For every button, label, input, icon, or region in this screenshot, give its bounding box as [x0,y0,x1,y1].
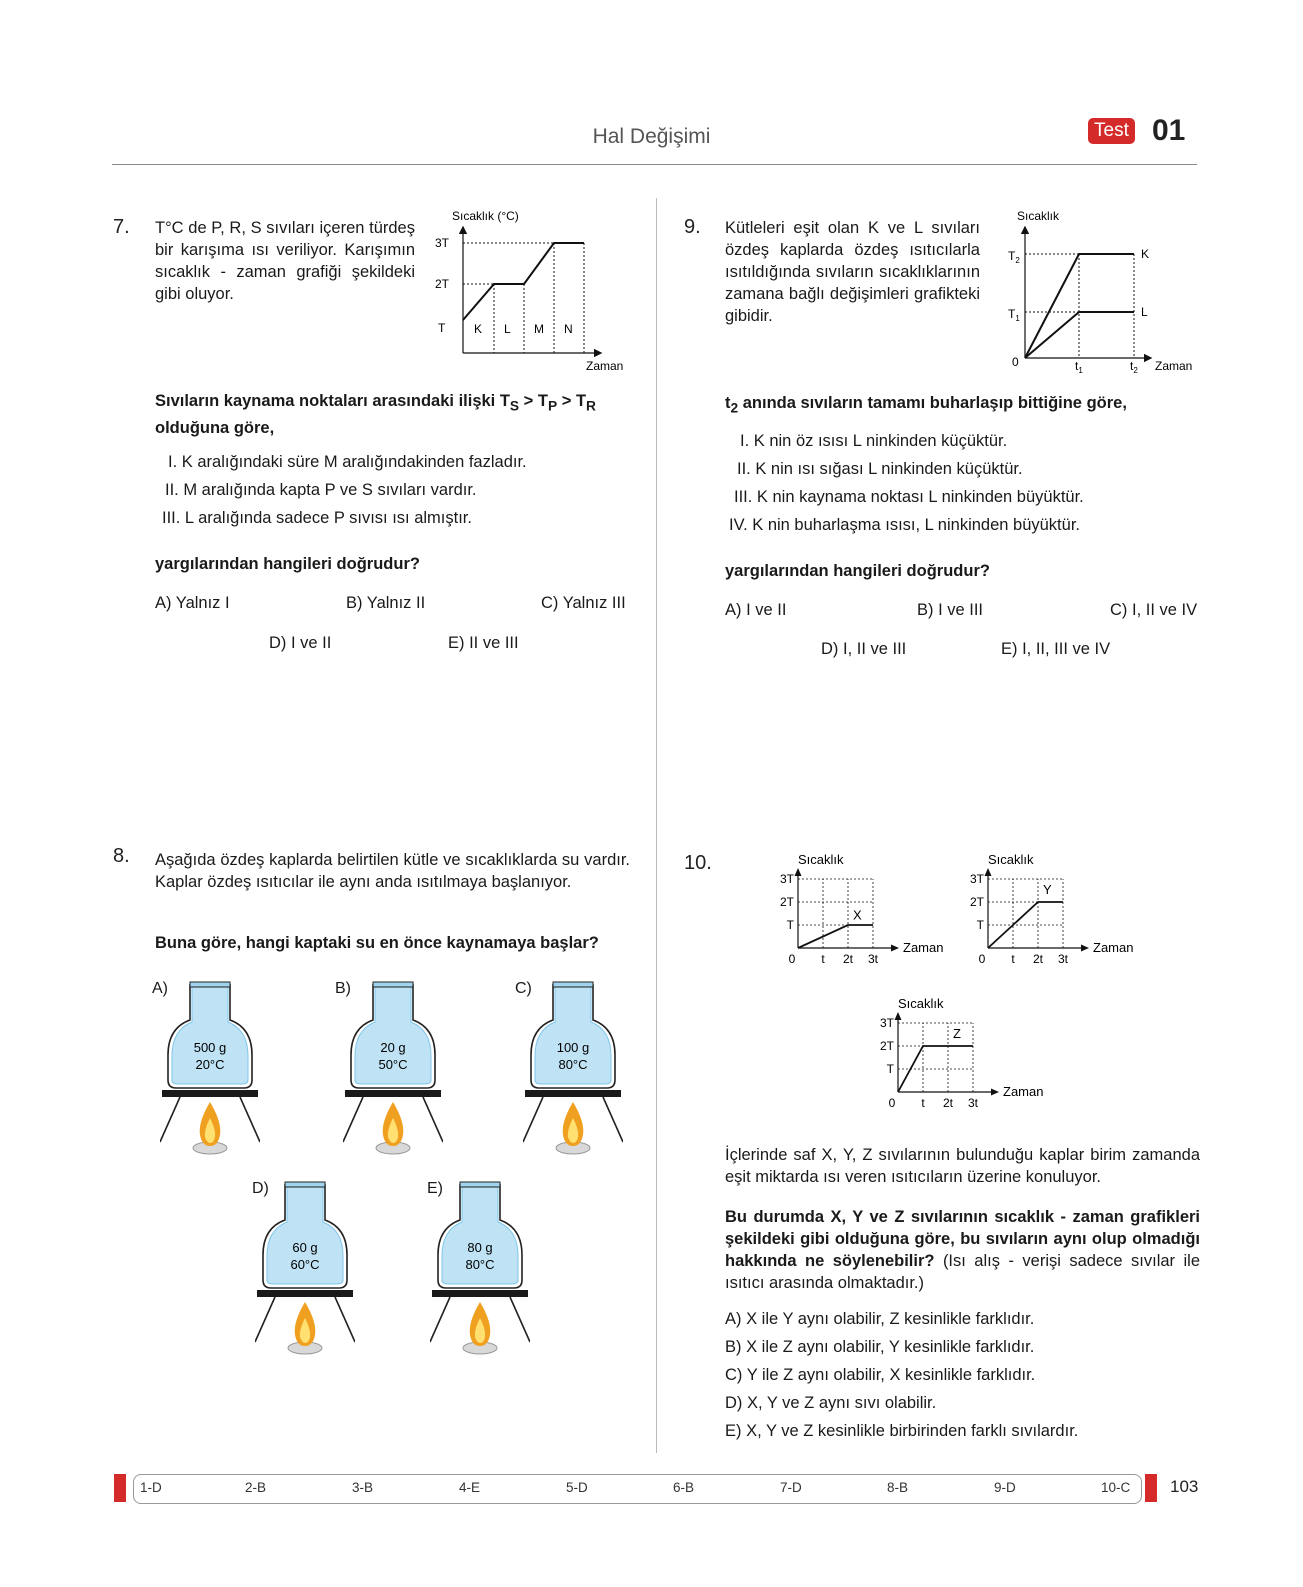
answer-6: 6-B [673,1480,695,1495]
flask-mass: 60 g [292,1240,318,1255]
q8-flask-e-label: E) [427,1180,443,1197]
q10-number: 10. [684,852,712,874]
tripod-leg-left [523,1097,543,1142]
q9-item-3: III. K nin kaynama noktası L ninkinden büyüktür. [734,488,1084,506]
answer-5: 5-D [566,1480,588,1495]
tripod-top [525,1090,621,1097]
q10-curve-label: Z [953,1025,961,1041]
q9-number: 9. [684,216,701,238]
answer-7: 7-D [780,1480,802,1495]
q10-ytick: 3T [969,872,984,886]
answer-10: 10-C [1101,1480,1131,1495]
q10-curve-label: Y [1043,881,1052,897]
q10-xtick: 0 [788,952,796,966]
flask-rim [373,982,413,987]
q10-ylabel: Sıcaklık [798,852,844,867]
q9-item-4: IV. K nin buharlaşma ısısı, L ninkinden büyüktür. [729,516,1080,534]
q10-option-e[interactable]: E) X, Y ve Z kesinlikle birbirinden farklı sıvılardır. [725,1422,1079,1440]
q10-ytick: T [886,1062,894,1076]
tripod-leg-left [343,1097,363,1142]
q10-x-arrow [991,1089,999,1096]
q10-curve-label: X [853,907,862,923]
q9-item-1: I. K nin öz ısısı L ninkinden küçüktür. [740,432,1008,450]
q10-xlabel: Zaman [1003,1084,1044,1099]
footer-right-marker [1145,1474,1157,1502]
q9-option-e[interactable]: E) I, II, III ve IV [1001,640,1111,658]
q10-xtick: t [921,1096,925,1110]
q7-option-a[interactable]: A) Yalnız I [155,594,230,612]
q10-xlabel: Zaman [1093,940,1134,955]
q10-xtick: 2t [1032,952,1044,966]
q10-intro: İçlerinde saf X, Y, Z sıvılarının bulunduğu kaplar birim zamanda eşit miktarda ısı veren ısıtıcıların üzerine konuluyor. [725,1146,1200,1186]
q7-item-3: III. L aralığında sadece P sıvısı ısı almıştır. [162,509,472,527]
q8-number: 8. [113,845,130,867]
q9-line-l-label: L [1141,305,1148,319]
q8-flask-a[interactable] [160,980,260,1160]
q8-flask-e[interactable] [430,1180,530,1360]
q9-xtick-t1: $t_1$ [1075,359,1083,375]
q10-xtick: 2t [942,1096,954,1110]
flask-mass: 80 g [467,1240,493,1255]
flask-mass: 100 g [556,1040,590,1055]
q10-y-arrow [985,868,992,876]
flask-mass: 500 g [193,1040,227,1055]
flask-temp: 20°C [195,1057,225,1072]
q9-option-d[interactable]: D) I, II ve III [821,640,907,658]
q7-option-c[interactable]: C) Yalnız III [541,594,626,612]
q7-graph [430,208,635,373]
q8-flask-b[interactable] [343,980,443,1160]
q10-x-arrow [1081,945,1089,952]
q9-condition: $t_2$ anında sıvıların tamamı buharlaşıp bittiğine göre, [725,394,1127,416]
test-badge: Test [1088,118,1135,144]
tripod-top [432,1290,528,1297]
q7-option-d[interactable]: D) I ve II [269,634,332,652]
flask-rim [285,1182,325,1187]
q9-option-c[interactable]: C) I, II ve IV [1110,601,1198,619]
flask-rim [553,982,593,987]
tripod-top [162,1090,258,1097]
q7-region-l: L [504,322,511,336]
tripod-leg-right [423,1097,443,1142]
q9-xtick-t2: $t_2$ [1130,359,1138,375]
q10-xlabel: Zaman [903,940,944,955]
q7-ytick-2t: 2T [435,277,450,291]
q10-ytick: T [786,918,794,932]
q7-condition: Sıvıların kaynama noktaları arasındaki ilişki $T_S > T_P > T_R$ olduğuna göre, [155,392,596,438]
q7-option-e[interactable]: E) II ve III [448,634,519,652]
q10-option-d[interactable]: D) X, Y ve Z aynı sıvı olabilir. [725,1394,937,1412]
tripod-leg-right [240,1097,260,1142]
q10-graph-z [878,996,1058,1126]
footer-left-marker [114,1474,126,1502]
page-number: 103 [1170,1477,1199,1496]
q10-ytick: T [976,918,984,932]
q9-option-b[interactable]: B) I ve III [917,601,984,619]
q7-region-n: N [564,322,573,336]
q10-graph-y [968,852,1148,982]
q10-xtick: 3t [967,1096,979,1110]
q10-ylabel: Sıcaklık [988,852,1034,867]
page-title: Hal Değişimi [592,125,711,148]
q9-ytick-t2: $T_2$ [1008,249,1020,265]
answer-4: 4-E [459,1480,481,1495]
q7-intro: T°C de P, R, S sıvıları içeren türdeş bir karışıma ısı veriliyor. Karışımın sıcaklık - zaman grafiği şekildeki gibi oluyor. [155,219,415,303]
column-divider [656,198,657,1453]
q10-curve [798,925,873,948]
q10-graph-x [778,852,958,982]
tripod-top [257,1290,353,1297]
flask-mass: 20 g [380,1040,406,1055]
q9-intro: Kütleleri eşit olan K ve L sıvıları özdeş kaplarda özdeş ısıtıcılarla ısıtıldığında sıvıların sıcaklıklarının zamana bağlı değişimleri grafikteki gibidir. [725,219,980,325]
q10-xtick: t [821,952,825,966]
q10-ytick: 3T [779,872,794,886]
q8-flask-a-label: A) [152,980,168,997]
answer-1: 1-D [140,1480,162,1495]
answer-2: 2-B [245,1480,267,1495]
q10-xtick: 0 [888,1096,896,1110]
tripod-leg-right [603,1097,623,1142]
q10-ytick: 3T [879,1016,894,1030]
q7-region-m: M [534,322,544,336]
q10-option-a[interactable]: A) X ile Y aynı olabilir, Z kesinlikle farklıdır. [725,1310,1035,1328]
q9-xlabel: Zaman [1155,359,1193,373]
q9-ytick-t1: $T_1$ [1008,307,1020,323]
q7-ylabel: Sıcaklık (°C) [452,209,519,223]
q10-question: Bu durumda X, Y ve Z sıvılarının sıcaklık - zaman grafikleri şekildeki gibi olduğuna göre, bu sıvıların aynı olup olmadığı hakkında ne söylenebilir? (Isı alış - verişi sadece sıvılar ile ısıtıcı arasında olmaktadır.) [725,1208,1200,1292]
answer-key-bar [133,1474,1142,1504]
q7-option-b[interactable]: B) Yalnız II [346,594,426,612]
q7-item-1: I. K aralığındaki süre M aralığındakinden fazladır. [168,453,527,471]
flask-temp: 80°C [465,1257,495,1272]
tripod-leg-left [430,1297,450,1342]
q10-ytick: 2T [779,895,794,909]
tripod-leg-right [335,1297,355,1342]
q7-ytick-t: T [438,321,446,335]
q10-option-b[interactable]: B) X ile Z aynı olabilir, Y kesinlikle farklıdır. [725,1338,1035,1356]
q10-ylabel: Sıcaklık [898,996,944,1011]
q10-x-arrow [891,945,899,952]
flask-temp: 60°C [290,1257,320,1272]
tripod-leg-left [160,1097,180,1142]
q7-xlabel: Zaman [586,359,624,373]
q9-line-k-label: K [1141,247,1150,261]
q7-number: 7. [113,216,130,238]
q9-item-2: II. K nin ısı sığası L ninkinden küçüktür. [737,460,1023,478]
flask-temp: 80°C [558,1057,588,1072]
tripod-leg-right [510,1297,530,1342]
flask-rim [460,1182,500,1187]
q10-xtick: 3t [867,952,879,966]
q8-flask-c-label: C) [515,980,532,997]
q9-question: yargılarından hangileri doğrudur? [725,562,990,580]
q8-flask-d-label: D) [252,1180,269,1197]
q7-question: yargılarından hangileri doğrudur? [155,555,420,573]
flask-rim [190,982,230,987]
q10-y-arrow [895,1012,902,1020]
q9-graph [995,208,1205,378]
q8-flask-c[interactable] [523,980,623,1160]
q9-origin: 0 [1012,355,1019,369]
q10-xtick: t [1011,952,1015,966]
q10-xtick: 3t [1057,952,1069,966]
q7-ytick-3t: 3T [435,236,450,250]
q7-region-k: K [474,322,483,336]
test-number: 01 [1152,114,1186,147]
q8-intro: Aşağıda özdeş kaplarda belirtilen kütle ve sıcaklıklarda su vardır. Kaplar özdeş ısıtıcılar ile aynı anda ısıtılmaya başlanıyor. [155,851,630,891]
q10-option-c[interactable]: C) Y ile Z aynı olabilir, X kesinlikle farklıdır. [725,1366,1036,1384]
tripod-top [345,1090,441,1097]
q10-ytick: 2T [969,895,984,909]
q8-flask-b-label: B) [335,980,351,997]
flask-temp: 50°C [378,1057,408,1072]
answer-8: 8-B [887,1480,909,1495]
answer-9: 9-D [994,1480,1016,1495]
q10-ytick: 2T [879,1039,894,1053]
header-divider [112,164,1197,165]
q10-y-arrow [795,868,802,876]
q9-ylabel: Sıcaklık [1017,209,1060,223]
q8-question: Buna göre, hangi kaptaki su en önce kaynamaya başlar? [155,934,599,952]
q9-option-a[interactable]: A) I ve II [725,601,787,619]
q10-xtick: 0 [978,952,986,966]
tripod-leg-left [255,1297,275,1342]
q7-item-2: II. M aralığında kapta P ve S sıvıları vardır. [165,481,477,499]
q10-xtick: 2t [842,952,854,966]
answer-3: 3-B [352,1480,374,1495]
q8-flask-d[interactable] [255,1180,355,1360]
